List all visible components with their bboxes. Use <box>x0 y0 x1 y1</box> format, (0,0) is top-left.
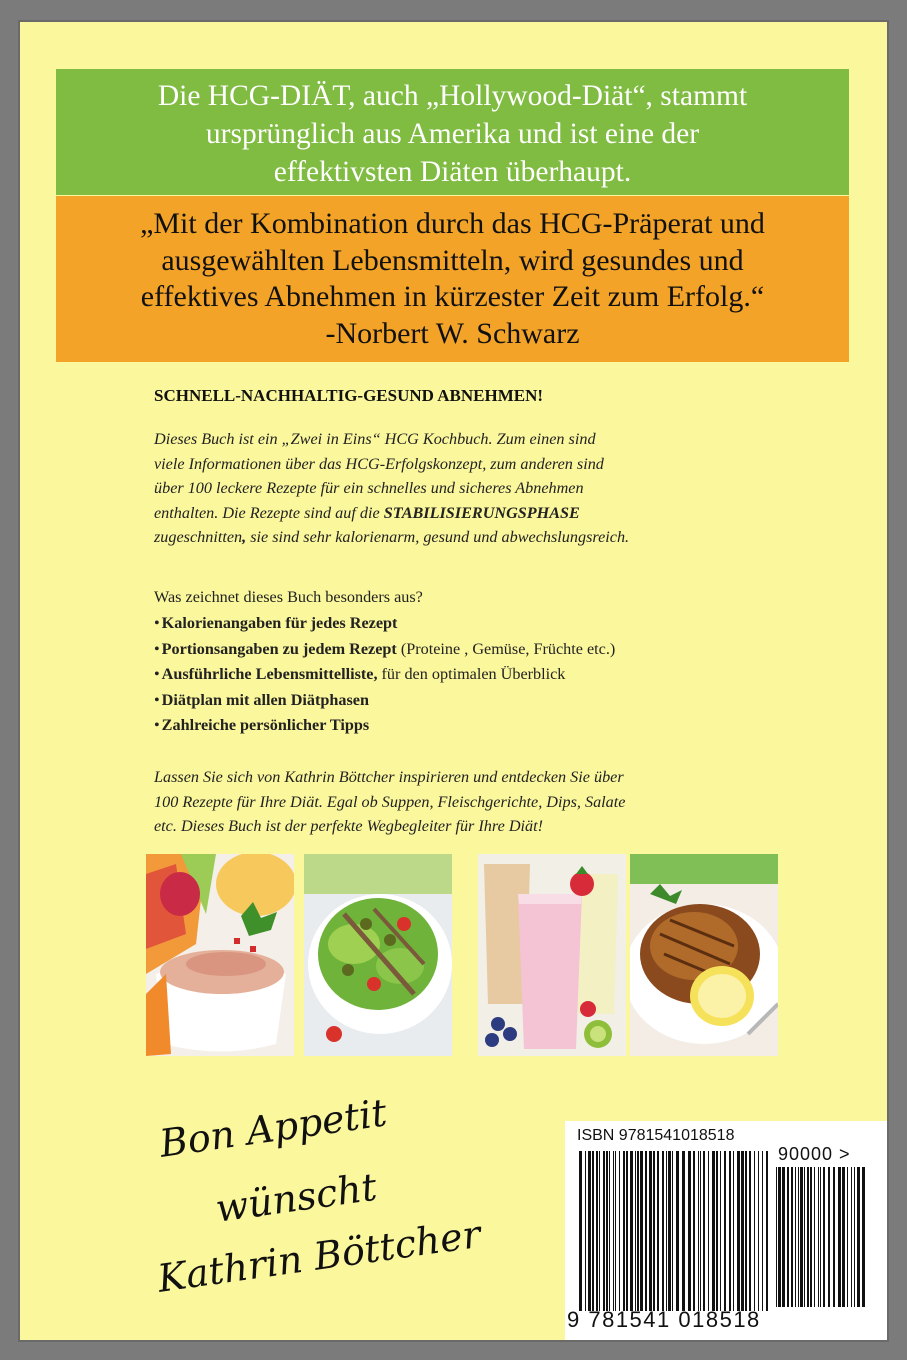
barcode-bar <box>585 1151 586 1311</box>
barcode-bar <box>700 1151 701 1311</box>
barcode-bar <box>851 1167 852 1307</box>
quote-author: -Norbert W. Schwarz <box>325 316 580 350</box>
barcode-bar <box>833 1167 835 1307</box>
intro-text: sie sind sehr kalorienarm, gesund und abwechslungsreich. <box>246 528 630 546</box>
banner-line: Die HCG-DIÄT, auch „Hollywood-Diät“, stammt <box>157 80 748 112</box>
chicken-photo <box>630 854 778 1056</box>
barcode-bar <box>579 1151 582 1311</box>
closing-line: etc. Dieses Buch ist der perfekte Wegbegleiter für Ihre Diät! <box>154 817 543 835</box>
barcode-bar <box>615 1151 616 1311</box>
barcode-bar <box>818 1167 819 1307</box>
barcode-bar <box>842 1167 845 1307</box>
dip-photo <box>146 854 294 1056</box>
signature-author: Kathrin Böttcher <box>154 1211 484 1301</box>
intro-line <box>154 525 794 550</box>
barcode-bar <box>703 1151 705 1311</box>
quote-banner <box>56 196 849 362</box>
feature-item <box>154 611 615 637</box>
barcode-bar <box>657 1151 659 1311</box>
barcode-bar <box>762 1151 763 1311</box>
feature-bold: Kalorienangaben für jedes Rezept <box>161 614 398 632</box>
barcode-bar <box>814 1167 815 1307</box>
feature-item <box>154 713 615 739</box>
signature-line: Bon Appetit <box>156 1090 390 1166</box>
barcode-bar <box>668 1151 671 1311</box>
barcode-bar <box>666 1151 667 1311</box>
features-list <box>154 611 615 739</box>
barcode-bar <box>720 1151 721 1311</box>
quote-line: „Mit der Kombination durch das HCG-Präperat und <box>140 207 765 240</box>
feature-item <box>154 688 615 714</box>
barcode-bar <box>626 1151 628 1311</box>
barcode-bar <box>729 1151 731 1311</box>
closing-paragraph <box>154 765 794 839</box>
barcode-bar <box>724 1151 726 1311</box>
barcode-bar <box>637 1151 639 1311</box>
intro-text: enthalten. Die Rezepte sind auf die <box>154 503 384 522</box>
barcode-bar <box>592 1151 594 1311</box>
signature-line: wünscht <box>212 1164 380 1231</box>
intro-banner <box>56 69 849 195</box>
feature-rest: (Proteine , Gemüse, Früchte etc.) <box>396 639 616 658</box>
barcode-bar <box>672 1151 673 1311</box>
intro-line: Dieses Buch ist ein „Zwei in Eins“ HCG Kochbuch. Zum einen sind <box>154 430 596 448</box>
barcode-bar <box>653 1151 655 1311</box>
feature-bold: Zahlreiche persönlicher Tipps <box>161 716 370 734</box>
barcode-box <box>565 1121 887 1340</box>
barcode-bar <box>708 1151 709 1311</box>
barcode-bar <box>596 1151 598 1311</box>
barcode-bar <box>791 1167 793 1307</box>
closing-line: 100 Rezepte für Ihre Diät. Egal ob Suppen, Fleischgerichte, Dips, Salate <box>154 792 626 811</box>
intro-comma: , <box>242 528 247 546</box>
barcode-bar <box>838 1167 841 1307</box>
barcode-bar <box>766 1151 768 1311</box>
feature-bold: Diätplan mit allen Diätphasen <box>161 690 369 709</box>
barcode-bar <box>782 1167 785 1307</box>
phase-emphasis: STABILISIERUNGSPHASE <box>383 503 580 522</box>
barcode-bar <box>640 1151 643 1311</box>
barcode-bar <box>807 1167 809 1307</box>
intro-line <box>154 501 794 526</box>
isbn-label: ISBN 9781541018518 <box>577 1127 735 1144</box>
barcode-bar <box>820 1167 821 1307</box>
barcode-bar <box>810 1167 812 1307</box>
barcode-bar <box>733 1151 734 1311</box>
banner-line: effektivsten Diäten überhaupt. <box>273 156 632 188</box>
intro-line: über 100 leckere Rezepte für ein schnelles und sicheres Abnehmen <box>154 479 584 497</box>
feature-bold: Portionsangaben zu jedem Rezept <box>161 639 397 658</box>
barcode-bar <box>716 1151 718 1311</box>
barcode-bar <box>662 1151 664 1311</box>
barcode-bars <box>579 1151 771 1311</box>
salad-photo <box>304 854 452 1056</box>
barcode-bar <box>609 1151 610 1311</box>
barcode-bar <box>847 1167 848 1307</box>
barcode-bar <box>619 1151 620 1311</box>
intro-paragraph <box>154 427 794 550</box>
barcode-bar <box>676 1151 679 1311</box>
barcode-bar <box>758 1151 759 1311</box>
barcode-bar <box>737 1151 740 1311</box>
feature-bold: Ausführliche Lebensmittelliste, <box>161 665 378 683</box>
barcode-bar <box>613 1151 614 1311</box>
barcode-bar <box>623 1151 625 1311</box>
barcode-bar <box>823 1167 825 1307</box>
feature-rest: für den optimalen Überblick <box>377 665 566 683</box>
intro-text: zugeschnitten <box>154 528 243 546</box>
barcode-bar <box>828 1167 830 1307</box>
addon-barcode-bars <box>776 1167 868 1307</box>
barcode-bar <box>635 1151 636 1311</box>
barcode-bar <box>603 1151 605 1311</box>
barcode-bar <box>804 1167 805 1307</box>
isbn-digits: 9 781541 018518 <box>567 1307 761 1332</box>
barcode-bar <box>800 1167 803 1307</box>
feature-item <box>154 637 615 663</box>
barcode-bar <box>854 1167 855 1307</box>
barcode-bar <box>749 1151 751 1311</box>
barcode-bar <box>688 1151 691 1311</box>
barcode-bar <box>712 1151 715 1311</box>
barcode-bar <box>682 1151 685 1311</box>
intro-line: viele Informationen über das HCG-Erfolgskonzept, zum anderen sind <box>154 454 604 473</box>
headline: SCHNELL-NACHHALTIG-GESUND ABNEHMEN! <box>154 386 544 405</box>
barcode-bar <box>630 1151 633 1311</box>
quote-line: ausgewählten Lebensmitteln, wird gesundes und <box>161 243 744 277</box>
barcode-bar <box>798 1167 799 1307</box>
barcode-bar <box>795 1167 796 1307</box>
banner-line: ursprünglich aus Amerika und ist eine der <box>205 118 700 150</box>
barcode-bar <box>649 1151 652 1311</box>
price-code: 90000 > <box>778 1144 851 1164</box>
quote-line: effektives Abnehmen in kürzester Zeit zum Erfolg.“ <box>140 280 765 313</box>
barcode-bar <box>588 1151 591 1311</box>
barcode-bar <box>741 1151 744 1311</box>
barcode-bar <box>776 1167 777 1307</box>
barcode-bar <box>745 1151 747 1311</box>
barcode-bar <box>857 1167 860 1307</box>
barcode-bar <box>599 1151 600 1311</box>
barcode-bar <box>698 1151 699 1311</box>
barcode-bar <box>754 1151 755 1311</box>
barcode-bar <box>862 1167 865 1307</box>
barcode-bar <box>693 1151 695 1311</box>
barcode-bar <box>606 1151 608 1311</box>
feature-item <box>154 662 615 688</box>
barcode-bar <box>778 1167 781 1307</box>
closing-line: Lassen Sie sich von Kathrin Böttcher inspirieren und entdecken Sie über <box>154 768 624 786</box>
barcode-bar <box>645 1151 647 1311</box>
barcode-bar <box>787 1167 789 1307</box>
shake-photo <box>478 854 626 1056</box>
back-cover <box>20 22 887 1340</box>
food-photo-strip <box>146 854 776 1056</box>
features-question: Was zeichnet dieses Buch besonders aus? <box>154 588 423 606</box>
